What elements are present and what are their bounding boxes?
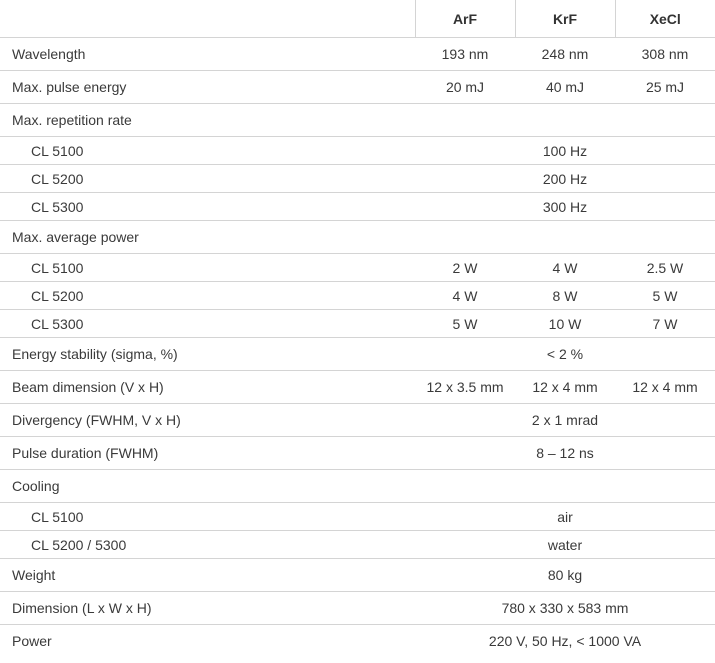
column-header-arf: ArF (415, 0, 515, 38)
table-row (0, 282, 715, 310)
value-arf: 2 W (415, 254, 515, 282)
value-arf: 193 nm (415, 38, 515, 71)
table-row (0, 71, 715, 104)
value-all-lasers: air (415, 503, 715, 531)
value-all-lasers: 2 x 1 mrad (415, 404, 715, 437)
value-arf: 20 mJ (415, 71, 515, 104)
value-xecl: 25 mJ (615, 71, 715, 104)
row-label: Dimension (L x W x H) (0, 592, 415, 625)
table-body (0, 38, 715, 658)
value-xecl: 308 nm (615, 38, 715, 71)
row-label: Energy stability (sigma, %) (0, 338, 415, 371)
row-label: CL 5100 (0, 503, 415, 531)
header-row (0, 0, 715, 38)
row-label: CL 5300 (0, 193, 415, 221)
row-label: CL 5100 (0, 137, 415, 165)
row-label: Power (12, 633, 52, 649)
value-all-lasers: 300 Hz (415, 193, 715, 221)
table-row (0, 625, 715, 658)
table-row (0, 404, 715, 437)
value-xecl: 2.5 W (615, 254, 715, 282)
table-row (0, 38, 715, 71)
table-row (0, 531, 715, 559)
value-xecl: 12 x 4 mm (615, 371, 715, 404)
table-row (0, 437, 715, 470)
row-label: Wavelength (0, 38, 415, 71)
table-row (0, 310, 715, 338)
table-row (0, 254, 715, 282)
row-label: Max. pulse energy (0, 71, 415, 104)
table-row (0, 193, 715, 221)
value-krf: 12 x 4 mm (515, 371, 615, 404)
value-xecl: 5 W (615, 282, 715, 310)
value-krf: 10 W (515, 310, 615, 338)
value-krf: 40 mJ (515, 71, 615, 104)
value-krf: 248 nm (515, 38, 615, 71)
value-all-lasers: 200 Hz (415, 165, 715, 193)
row-label: CL 5200 / 5300 (0, 531, 415, 559)
value-all-lasers: < 2 % (415, 338, 715, 371)
value-all-lasers: 8 – 12 ns (415, 437, 715, 470)
table-header (0, 0, 715, 38)
value-arf: 4 W (415, 282, 515, 310)
value-arf: 5 W (415, 310, 515, 338)
column-header-krf: KrF (515, 0, 615, 38)
table-row (0, 592, 715, 625)
row-label: Divergency (FWHM, V x H) (0, 404, 415, 437)
table-row-group (0, 221, 715, 254)
row-label: Pulse duration (FWHM) (0, 437, 415, 470)
group-label: Cooling (0, 470, 715, 503)
value-krf: 8 W (515, 282, 615, 310)
row-label: CL 5300 (0, 310, 415, 338)
table-row-group (0, 470, 715, 503)
column-header-xecl: XeCl (615, 0, 715, 38)
value-all-lasers: 80 kg (415, 559, 715, 592)
value-krf: 4 W (515, 254, 615, 282)
group-label: Max. average power (0, 221, 715, 254)
row-label: Weight (0, 559, 415, 592)
table-row (0, 559, 715, 592)
row-label: CL 5200 (0, 282, 415, 310)
table-row (0, 503, 715, 531)
value-all-lasers: 220 V, 50 Hz, < 1000 VA (488, 633, 642, 649)
table-row (0, 338, 715, 371)
value-arf: 12 x 3.5 mm (415, 371, 515, 404)
group-label: Max. repetition rate (0, 104, 715, 137)
value-all-lasers: 780 x 330 x 583 mm (415, 592, 715, 625)
header-blank-cell (0, 0, 415, 38)
row-label: Beam dimension (V x H) (0, 371, 415, 404)
row-label: CL 5200 (0, 165, 415, 193)
table-row-group (0, 104, 715, 137)
table-row (0, 371, 715, 404)
value-all-lasers: 100 Hz (415, 137, 715, 165)
table-row (0, 165, 715, 193)
value-xecl: 7 W (615, 310, 715, 338)
row-label: CL 5100 (0, 254, 415, 282)
value-all-lasers: water (415, 531, 715, 559)
table-row (0, 137, 715, 165)
